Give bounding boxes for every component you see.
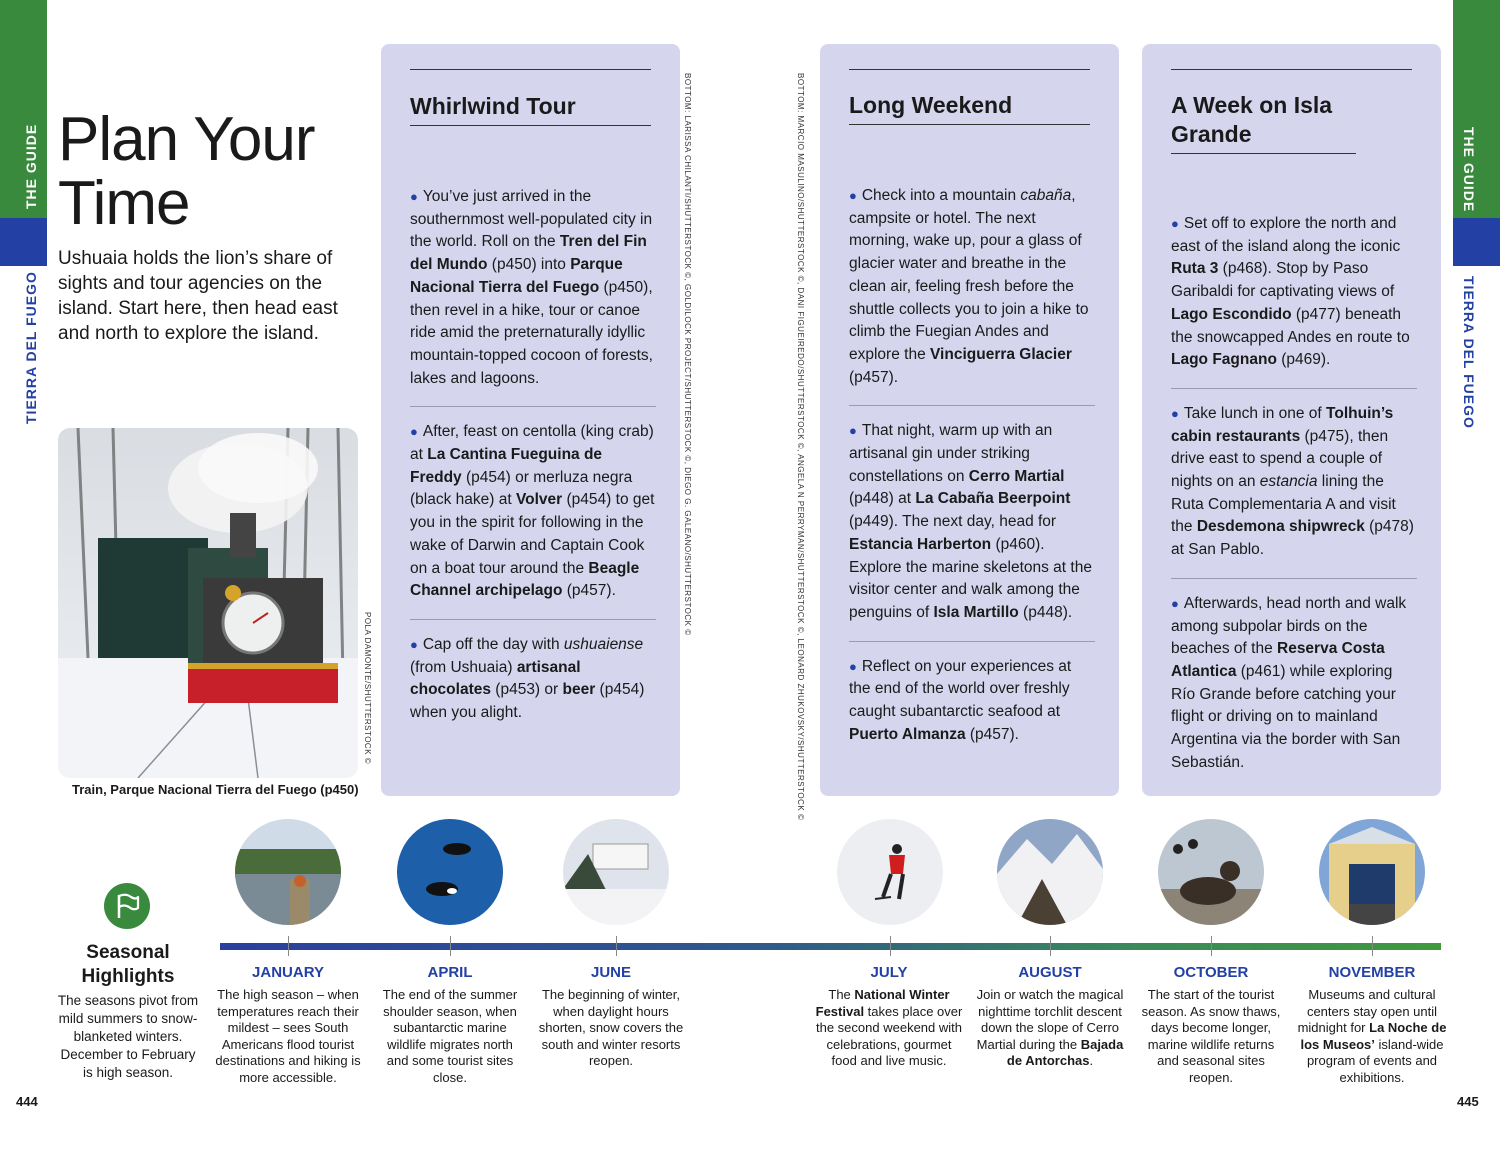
side-tab-guide-label: THE GUIDE xyxy=(23,123,39,209)
month-name: APRIL xyxy=(427,964,473,981)
side-tab-region-label: TIERRA DEL FUEGO xyxy=(1461,276,1477,429)
text-run: (p457). xyxy=(562,582,616,600)
month-april xyxy=(375,963,525,1086)
side-tab-blue-block xyxy=(0,218,47,266)
timeline-tick xyxy=(1372,936,1373,956)
month-august xyxy=(975,963,1125,1070)
bullet-icon: ● xyxy=(849,188,857,203)
intro-text: Ushuaia holds the lion’s share of sights and tour agencies on the island. Start here, then head east and north to explore the island. xyxy=(58,248,338,344)
timeline-tick xyxy=(616,936,617,956)
text-run: Desdemona shipwreck xyxy=(1196,518,1365,536)
month-desc xyxy=(536,987,686,1070)
text-run: (p454) to get you in the spirit for following in the wake of Darwin and Captain Cook on a boat tour around the xyxy=(410,491,655,577)
text-run: The start of the tourist season. As snow thaws, days become longer, marine wildlife returns and seasonal sites reopen. xyxy=(1141,987,1281,1085)
text-run: (p457). xyxy=(965,725,1019,743)
card-rule xyxy=(849,69,1090,70)
card-items xyxy=(849,171,1095,762)
text-run: The xyxy=(828,987,855,1002)
month-desc xyxy=(1297,987,1447,1086)
timeline-tick xyxy=(1050,936,1051,956)
timeline-tick xyxy=(890,936,891,956)
month-photo-november xyxy=(1319,819,1425,925)
card-items xyxy=(410,172,656,741)
card-items xyxy=(1171,199,1417,790)
month-photo-january xyxy=(235,819,341,925)
text-run: Ruta 3 xyxy=(1171,260,1219,278)
month-photo-august xyxy=(997,819,1103,925)
card-title: Whirlwind Tour xyxy=(410,92,651,126)
page-number-right: 445 xyxy=(1457,1094,1479,1109)
text-run: Afterwards, head north and walk among subpolar birds on the beaches of the xyxy=(1171,594,1407,658)
text-run: cabaña xyxy=(1020,187,1072,204)
bullet-icon: ● xyxy=(1171,595,1179,611)
side-tab-blue-block xyxy=(1453,218,1500,266)
text-run: (p448). xyxy=(1018,603,1073,621)
text-run: The beginning of winter, when daylight hours shorten, snow covers the south and winter resorts reopen. xyxy=(538,987,684,1068)
text-run: Tolhuin’s cabin restaurants xyxy=(1171,404,1394,445)
itinerary-item xyxy=(849,171,1095,406)
text-run: . xyxy=(1089,1053,1094,1068)
month-name: AUGUST xyxy=(1018,964,1082,981)
photo-credit: POLA DAMONTE/SHUTTERSTOCK © xyxy=(363,612,372,765)
text-run: That night, warm up with an artisanal gin under striking constellations on xyxy=(849,422,1053,485)
text-run: (p449). The next day, head for xyxy=(849,513,1057,531)
text-run: (p457). xyxy=(849,368,899,386)
text-run: lining the Ruta Complementaria A and visit the xyxy=(1171,473,1396,536)
text-run: artisanal chocolates xyxy=(410,658,581,699)
month-desc xyxy=(975,987,1125,1070)
itinerary-item xyxy=(849,642,1095,763)
text-run: The end of the summer shoulder season, when subantarctic marine wildlife migrates north and some tourist sites close. xyxy=(382,987,518,1085)
bullet-icon: ● xyxy=(410,189,418,204)
timeline-tick xyxy=(450,936,451,956)
itinerary-item xyxy=(849,406,1095,641)
bullet-icon: ● xyxy=(849,423,857,439)
text-run: (p454) when you alight. xyxy=(410,681,645,722)
itinerary-item xyxy=(1171,389,1417,579)
text-run: La Cantina Fueguina de Freddy xyxy=(410,446,603,486)
card-rule xyxy=(1171,69,1412,70)
text-run: After, feast on centolla (king crab) at xyxy=(410,423,654,464)
text-run: (p454) or merluza negra (black hake) at xyxy=(410,468,633,509)
month-june xyxy=(536,963,686,1070)
itinerary-item xyxy=(1171,199,1417,389)
itinerary-card-week xyxy=(1142,44,1441,796)
month-photo-june xyxy=(563,819,669,925)
card-title: A Week on Isla Grande xyxy=(1171,91,1356,154)
month-desc xyxy=(213,987,363,1086)
text-run: (p477) beneath the snowcapped Andes en route to xyxy=(1171,305,1410,346)
text-run: (p469). xyxy=(1276,351,1331,369)
text-run: Lago Escondido xyxy=(1171,305,1292,323)
timeline-tick xyxy=(288,936,289,956)
text-run: Isla Martillo xyxy=(933,603,1019,621)
photo-caption: Train, Parque Nacional Tierra del Fuego (p450) xyxy=(72,782,359,797)
text-run: (p460). Explore the marine skeletons at the visitor center and walk among the penguins of xyxy=(849,535,1092,621)
month-desc xyxy=(375,987,525,1086)
text-run: Museums and cultural centers stay open until midnight for xyxy=(1297,987,1438,1035)
text-run: Estancia Harberton xyxy=(849,535,992,553)
text-run: Set off to explore the north and east of the island along the iconic xyxy=(1171,215,1401,255)
side-tab-guide-label: THE GUIDE xyxy=(1461,127,1477,213)
text-run: Cap off the day with xyxy=(422,635,564,653)
text-run: Take lunch in one of xyxy=(1183,404,1327,422)
train-photo xyxy=(58,428,358,778)
text-run: Vinciguerra Glacier xyxy=(930,345,1072,363)
text-run: Reserva Costa Atlantica xyxy=(1171,640,1385,680)
seasonal-highlights-title: Seasonal Highlights xyxy=(81,942,175,987)
text-run: estancia xyxy=(1259,473,1318,491)
month-name: OCTOBER xyxy=(1173,964,1249,981)
text-run: Check into a mountain xyxy=(861,187,1021,204)
month-november xyxy=(1297,963,1447,1086)
bullet-icon: ● xyxy=(410,424,418,440)
month-desc xyxy=(1136,987,1286,1086)
text-run: Puerto Almanza xyxy=(849,725,966,743)
text-run: Reflect on your experiences at the end of the world over freshly caught subantarctic seafood at xyxy=(849,657,1072,721)
seasonal-highlights-desc: The seasons pivot from mild summers to snow-blanketed winters. December to February is high season. xyxy=(57,993,199,1080)
month-photo-april xyxy=(397,819,503,925)
itinerary-item xyxy=(410,172,656,407)
month-october xyxy=(1136,963,1286,1086)
bullet-icon: ● xyxy=(849,658,857,674)
text-run: (from Ushuaia) xyxy=(410,658,517,676)
month-desc xyxy=(814,987,964,1070)
itinerary-item xyxy=(1171,579,1417,791)
card-rule xyxy=(410,69,651,70)
itinerary-item xyxy=(410,620,656,741)
text-run: Tren del Fin del Mundo xyxy=(410,233,647,274)
text-run: Volver xyxy=(515,491,563,509)
month-photo-october xyxy=(1158,819,1264,925)
text-run: (p450) into xyxy=(487,256,571,274)
text-run: Cerro Martial xyxy=(968,467,1065,485)
text-run: (p450), then revel in a hike, tour or canoe ride amid the preternaturally idyllic mountain-topped cocoon of forests, lakes and lagoons. xyxy=(410,278,653,387)
gutter-credit-left: BOTTOM: LARISSA CHILANTI/SHUTTERSTOCK ©, GOLDILOCK PROJECT/SHUTTERSTOCK ©, DIEGO G. GALEANO/SHUTTERSTOCK © xyxy=(683,73,692,636)
timeline-tick xyxy=(1211,936,1212,956)
text-run: (p448) at xyxy=(849,490,916,508)
flag-icon xyxy=(104,883,150,929)
bullet-icon: ● xyxy=(1171,216,1179,231)
page-number-left: 444 xyxy=(16,1094,38,1109)
text-run: Join or watch the magical nighttime torchlit descent down the slope of Cerro Martial during the xyxy=(976,987,1124,1052)
title-line-1: Plan Your xyxy=(58,105,315,174)
season-timeline xyxy=(220,943,1441,950)
page-title xyxy=(58,105,315,238)
month-name: JANUARY xyxy=(252,964,324,981)
text-run: takes place over the second weekend with celebrations, gourmet food and live music. xyxy=(816,1003,963,1068)
text-run: , campsite or hotel. The next morning, wake up, pour a glass of glacier water and breathe in the clean air, feeling fresh before the shuttle collects you to join a hike to climb the Fuegian Andes and explore the xyxy=(849,187,1089,363)
title-line-2: Time xyxy=(58,169,190,238)
month-july xyxy=(814,963,964,1070)
gutter-credit-right: BOTTOM: MARCIO MASULINO/SHUTTERSTOCK ©, DANI FIGUEIREDO/SHUTTERSTOCK ©, ANGELA N PERRYMAN/SHUTTERSTOCK ©, LEONARD ZHUKOVSKY/SHUTTERSTOCK © xyxy=(796,73,805,821)
itinerary-card-whirlwind xyxy=(381,44,680,796)
month-name: NOVEMBER xyxy=(1328,964,1416,981)
itinerary-item xyxy=(410,407,656,620)
card-title: Long Weekend xyxy=(849,91,1090,125)
text-run: National Winter Festival xyxy=(815,987,950,1019)
month-january xyxy=(213,963,363,1086)
text-run: (p478) at San Pablo. xyxy=(1171,518,1414,559)
text-run: You’ve just arrived in the southernmost well-populated city in the world. Roll on the xyxy=(410,188,653,251)
bullet-icon: ● xyxy=(410,636,418,652)
text-run: (p468). Stop by Paso Garibaldi for captivating views of xyxy=(1171,260,1395,301)
text-run: La Noche de los Museos’ xyxy=(1300,1020,1447,1052)
text-run: (p461) while exploring Río Grande before catching your flight or driving on to mainland Argentina via the border with San Sebastián. xyxy=(1171,662,1401,771)
month-photo-july xyxy=(837,819,943,925)
text-run: La Cabaña Beerpoint xyxy=(915,490,1071,508)
text-run: beer xyxy=(562,681,596,699)
text-run: ushuaiense xyxy=(563,635,644,653)
month-name: JUNE xyxy=(590,964,631,981)
itinerary-card-long-weekend xyxy=(820,44,1119,796)
text-run: The high season – when temperatures reach their mildest – sees South Americans flood tourist destinations and hiking is more accessible. xyxy=(215,987,361,1085)
text-run: (p453) or xyxy=(490,681,563,699)
side-tab-region-label: TIERRA DEL FUEGO xyxy=(23,271,39,424)
text-run: Bajada de Antorchas xyxy=(1006,1036,1124,1068)
bullet-icon: ● xyxy=(1171,405,1179,421)
text-run: (p475), then drive east to spend a couple of nights on an xyxy=(1171,427,1389,491)
month-name: JULY xyxy=(870,964,908,981)
text-run: Lago Fagnano xyxy=(1171,351,1277,369)
text-run: Parque Nacional Tierra del Fuego xyxy=(410,256,623,296)
text-run: island-wide program of events and exhibitions. xyxy=(1306,1036,1444,1085)
text-run: Beagle Channel archipelago xyxy=(410,559,640,600)
